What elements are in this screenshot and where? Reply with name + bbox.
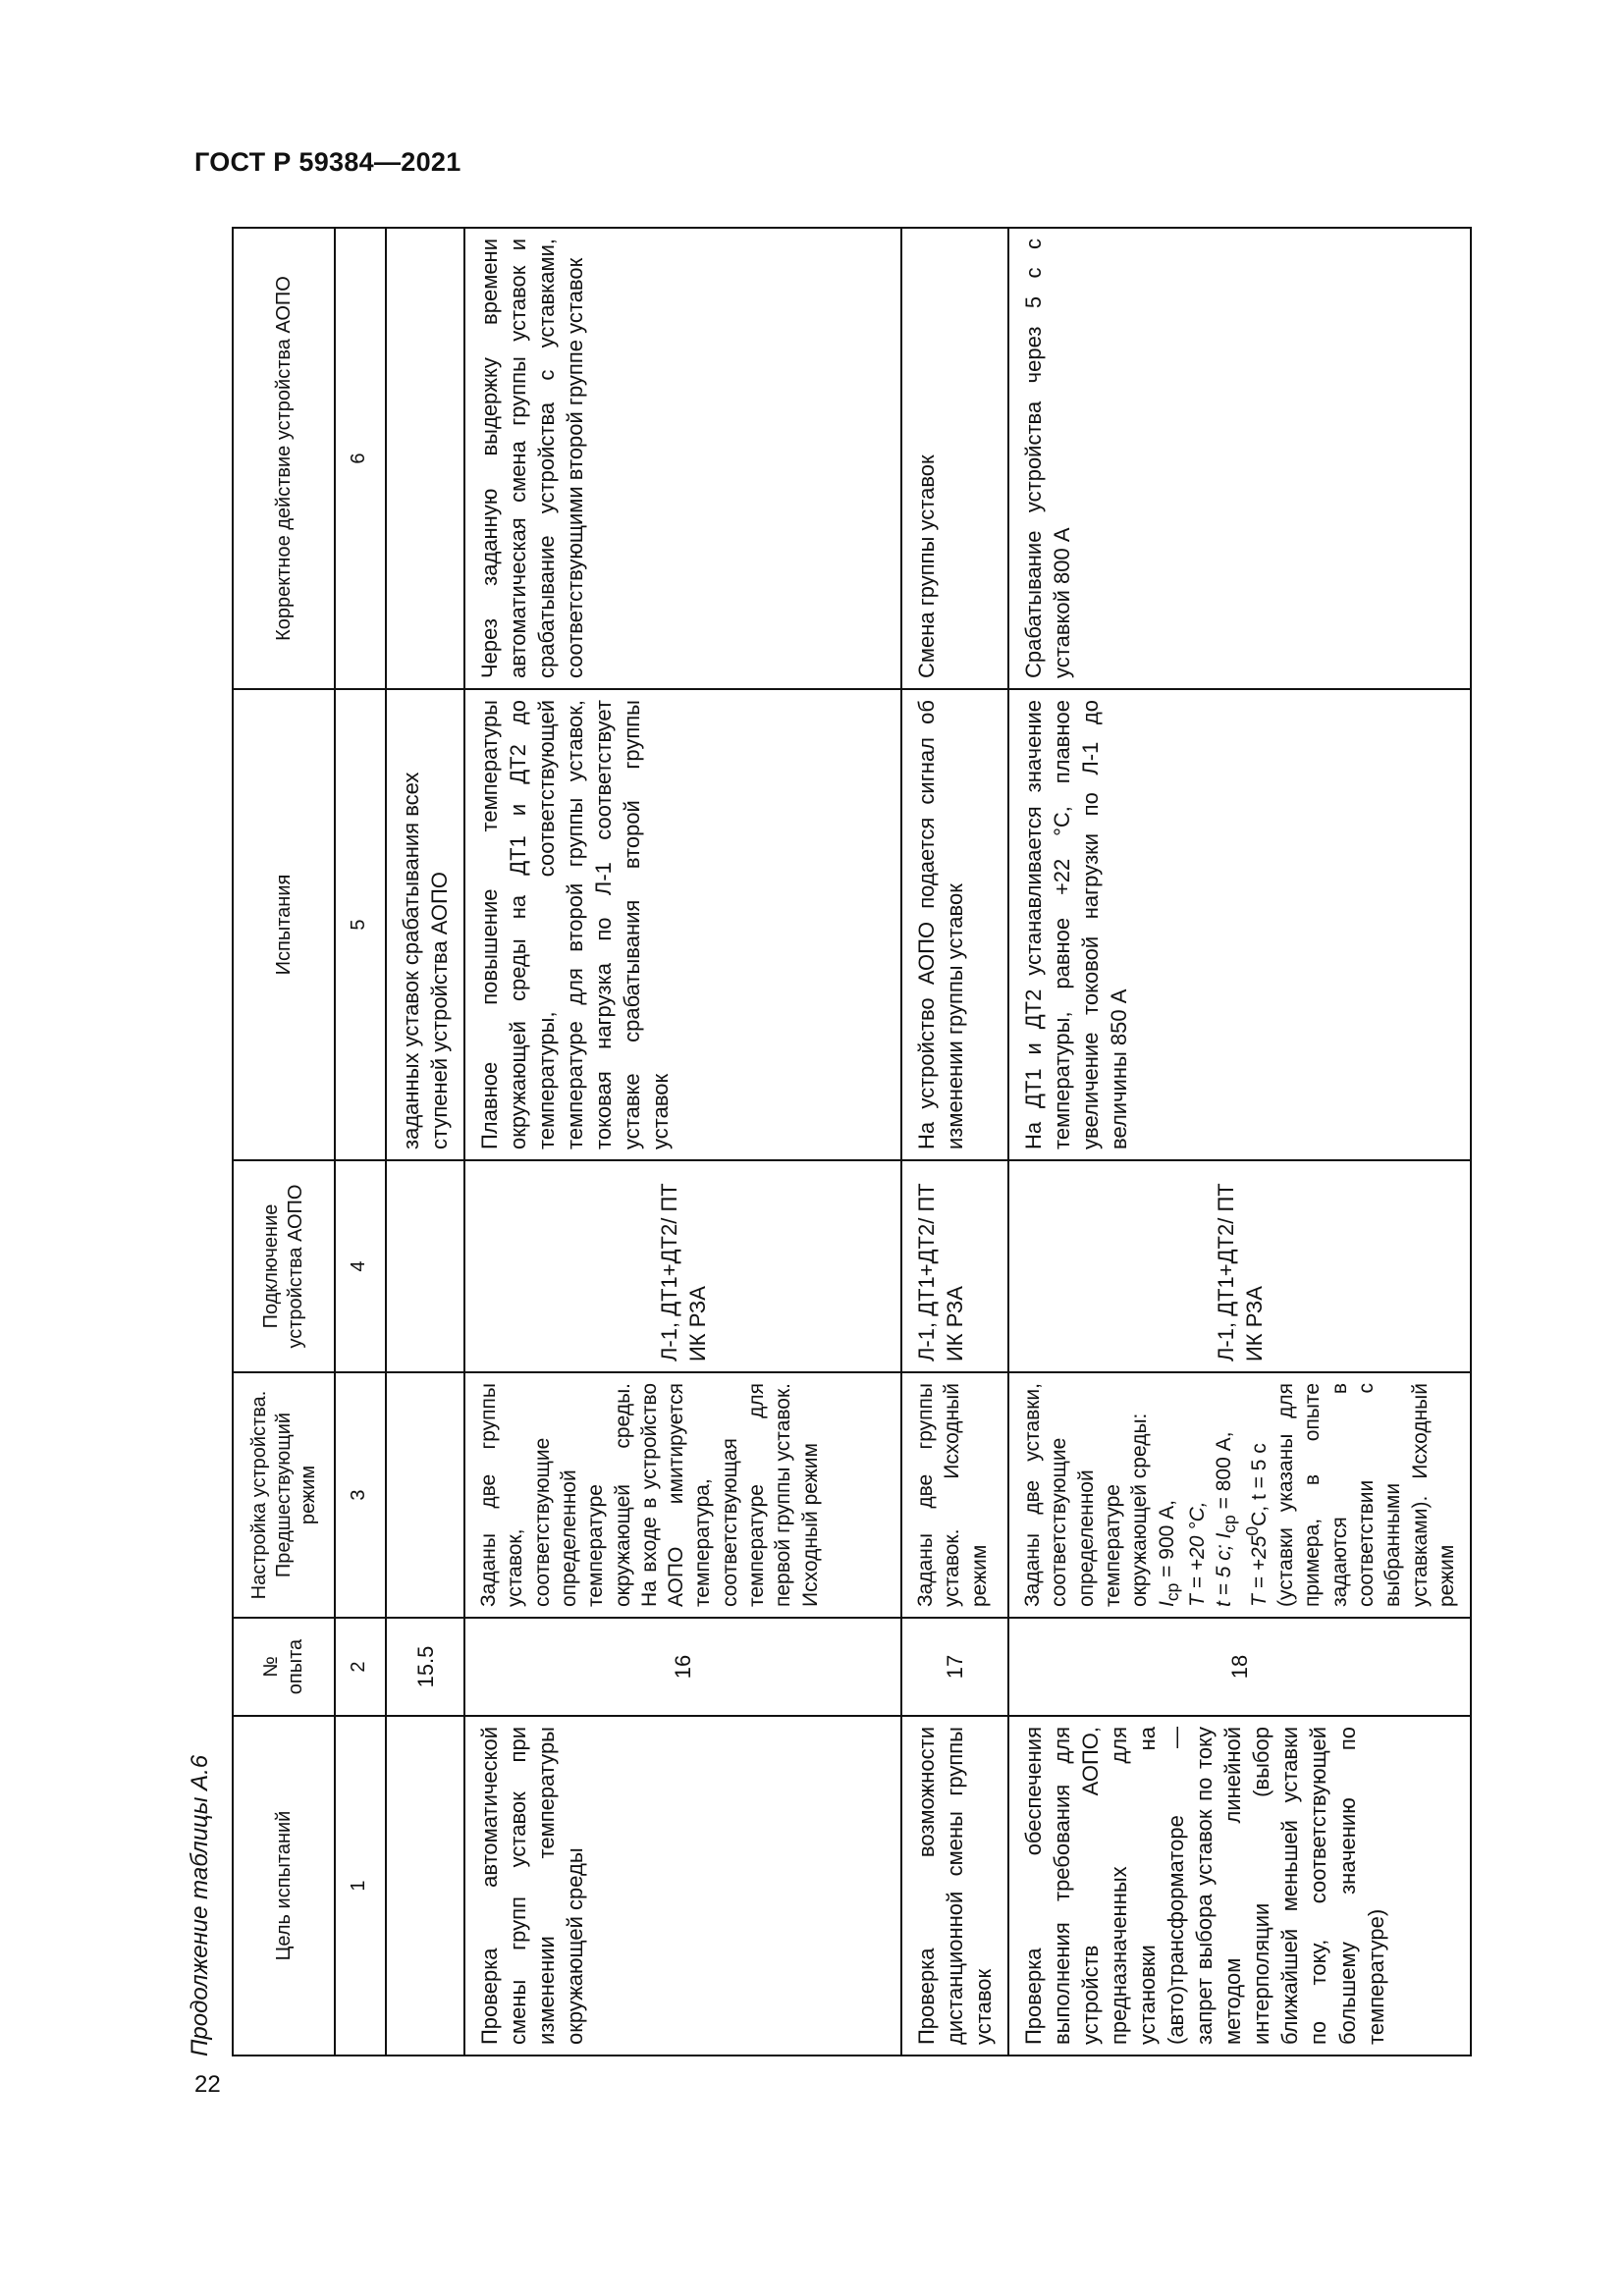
connection-cell: Л-1, ДТ1+ДТ2/ ПТ ИК РЗА — [464, 1160, 901, 1372]
tests-cell: Плавное повышение температуры окружающей среды на ДТ1 и ДТ2 до температуры, соответствующей температуре для второй группы уставок, токовая нагрузка по Л-1 соответствует уставке срабатывания второй группы уставок — [464, 689, 901, 1160]
column-number: 3 — [335, 1372, 386, 1618]
tests-cell: На устройство АОПО подается сигнал об изменении группы уставок — [901, 689, 1008, 1160]
column-number: 1 — [335, 1716, 386, 2056]
setup-outro: (уставки указаны для примера, в опыте задаются в соответствии с выбранными уставками). Исходный режим — [1274, 1383, 1458, 1607]
header-goal: Цель испытаний — [233, 1716, 335, 2056]
tests-cell: На ДТ1 и ДТ2 устанавливается значение температуры, равное +22 °С, плавное увеличение токовой нагрузки по Л-1 до величины 850 А — [1008, 689, 1471, 1160]
connection-cell: Л-1, ДТ1+ДТ2/ ПТ ИК РЗА — [1008, 1160, 1471, 1372]
table-caption: Продолжение таблицы А.6 — [187, 1754, 213, 2056]
table-row — [464, 228, 901, 2056]
setup-cell: Заданы две группы уставок, соответствующие определенной температуре окружающей среды. На входе в устройство АОПО имитируется температура, соответствующая температуре для первой группы уставок. Исходный режим — [464, 1372, 901, 1618]
page-number: 22 — [194, 2071, 221, 2098]
goal-cell: Проверка возможности дистанционной смены группы уставок — [901, 1716, 1008, 2056]
column-number: 4 — [335, 1160, 386, 1372]
goal-cell: Проверка автоматической смены групп уставок при изменении температуры окружающей среды — [464, 1716, 901, 2056]
goal-cell — [386, 1716, 464, 2056]
header-num: № опыта — [233, 1618, 335, 1716]
test-number: 18 — [1008, 1618, 1471, 1716]
column-number: 6 — [335, 228, 386, 689]
table-row — [901, 228, 1008, 2056]
connection-cell — [386, 1160, 464, 1372]
header-setup: Настройка устройства. Предшествующий режим — [233, 1372, 335, 1618]
test-number: 15.5 — [386, 1618, 464, 1716]
setup-intro: Заданы две уставки, соответствующие определенной температуре окружающей среды: — [1021, 1383, 1152, 1607]
setup-cell — [1008, 1372, 1471, 1618]
action-cell: Смена группы уставок — [901, 228, 1008, 689]
table-row — [1008, 228, 1471, 2056]
test-number: 16 — [464, 1618, 901, 1716]
action-cell: Через заданную выдержку времени автоматическая смена группы уставок и срабатывание устройства с уставками, соответствующими второй группе уставок — [464, 228, 901, 689]
column-number: 5 — [335, 689, 386, 1160]
action-cell: Срабатывание устройства через 5 с с уставкой 800 А — [1008, 228, 1471, 689]
tests-cell: заданных уставок срабатывания всех ступеней устройства АОПО — [386, 689, 464, 1160]
rotated-table-page — [187, 229, 1507, 2056]
column-number-row — [335, 228, 386, 2056]
action-cell — [386, 228, 464, 689]
table-row — [386, 228, 464, 2056]
connection-cell: Л-1, ДТ1+ДТ2/ ПТ ИК РЗА — [901, 1160, 1008, 1372]
test-number: 17 — [901, 1618, 1008, 1716]
goal-cell: Проверка обеспечения выполнения требования для устройств АОПО, предназначенных для установки на (авто)трансформаторе — запрет выбора уставок по току методом линейной интерполяции (выбор ближайшей меньшей уставки по току, соответствующей большему значению по температуре) — [1008, 1716, 1471, 2056]
setup-temperature-1: T = +20 °С, — [1185, 1501, 1209, 1607]
setup-cell — [386, 1372, 464, 1618]
setup-current-1: $I_{ср} = 900$ А, — [1155, 1500, 1182, 1607]
header-action: Корректное действие устройства АОПО — [233, 228, 335, 689]
setup-current-2: t = 5 с; $I_{ср} = 800$ А, — [1212, 1431, 1240, 1607]
setup-temperature-2: $T = +25^0С$, t = 5 с — [1241, 1443, 1271, 1607]
setup-cell: Заданы две группы уставок. Исходный режим — [901, 1372, 1008, 1618]
column-number: 2 — [335, 1618, 386, 1716]
header-tests: Испытания — [233, 689, 335, 1160]
header-connection: Подключение устройства АОПО — [233, 1160, 335, 1372]
test-table — [232, 227, 1472, 2056]
standard-header: ГОСТ Р 59384—2021 — [194, 147, 461, 177]
